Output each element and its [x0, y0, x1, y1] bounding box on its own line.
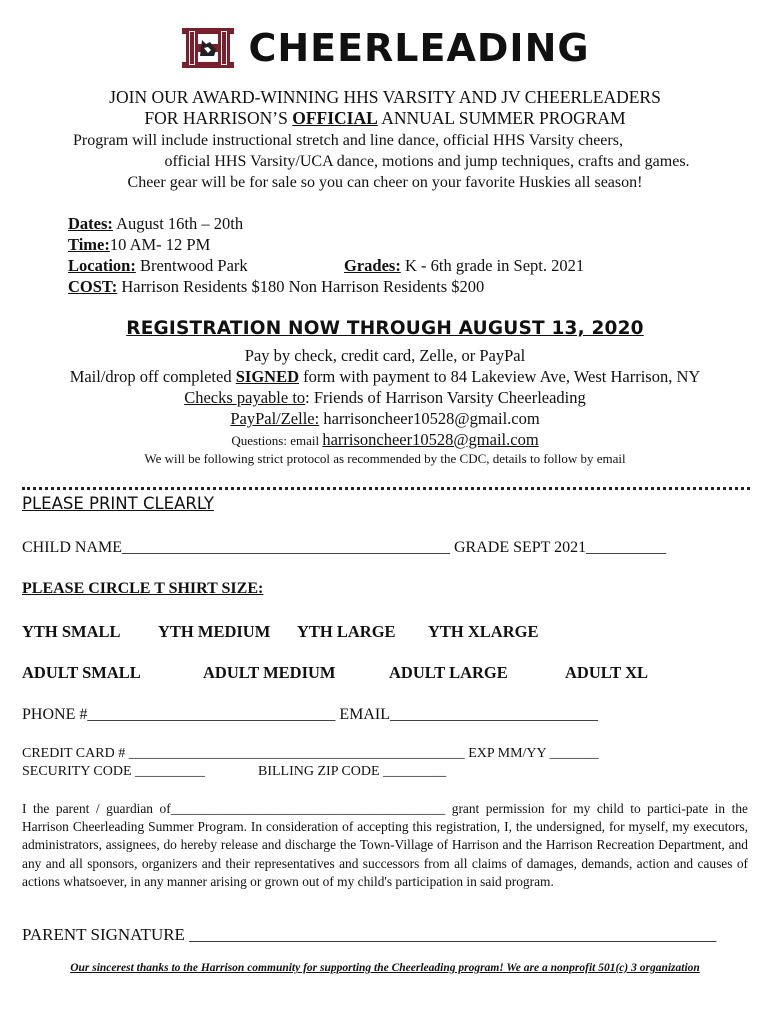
program-line-1: Program will include instructional stretch and line dance, official HHS Varsity cheers, [73, 132, 623, 149]
time-label: Time: [68, 235, 110, 254]
event-details [68, 213, 585, 297]
parent-signature-field[interactable]: PARENT SIGNATURE ______________________________________________________________ [22, 925, 717, 944]
page-title: CHEERLEADING [248, 26, 590, 70]
cdc-note: We will be following strict protocol as recommended by the CDC, details to follow by email [144, 451, 626, 466]
mail-instructions [0, 366, 770, 387]
dotted-divider [22, 487, 750, 490]
size-adult-small[interactable]: ADULT SMALL [22, 663, 141, 682]
header [0, 26, 770, 70]
security-code-field[interactable]: SECURITY CODE __________ [22, 764, 206, 779]
signed-emphasis: SIGNED [235, 367, 299, 386]
size-adult-large[interactable]: ADULT LARGE [389, 663, 508, 682]
paypal-value: harrisoncheer10528@gmail.com [319, 409, 540, 428]
child-name-field[interactable]: CHILD NAME_________________________________________ GRADE SEPT 2021__________ [22, 539, 667, 556]
intro-line-1: JOIN OUR AWARD-WINNING HHS VARSITY AND JV CHEERLEADERS [109, 87, 661, 107]
program-line-2: official HHS Varsity/UCA dance, motions and jump techniques, crafts and games. [164, 153, 690, 170]
checks-payable [0, 387, 770, 408]
dates-value: August 16th – 20th [112, 214, 244, 233]
size-yth-medium[interactable]: YTH MEDIUM [158, 622, 271, 641]
intro-line-2-post: ANNUAL SUMMER PROGRAM [377, 108, 626, 128]
grades [344, 255, 584, 276]
location-label: Location: [68, 256, 136, 275]
registration-title: REGISTRATION NOW THROUGH AUGUST 13, 2020 [126, 318, 644, 339]
official-emphasis: OFFICIAL [292, 108, 378, 128]
paypal-zelle [0, 408, 770, 429]
shirt-size-heading: PLEASE CIRCLE T SHIRT SIZE: [22, 580, 264, 597]
pay-methods: Pay by check, credit card, Zelle, or PayPal [244, 346, 526, 365]
cost-label: COST: [68, 277, 118, 296]
paypal-label: PayPal/Zelle: [230, 409, 320, 428]
dates-row [68, 213, 484, 234]
cost-value: Harrison Residents $180 Non Harrison Residents $200 [117, 277, 485, 296]
size-yth-xlarge[interactable]: YTH XLARGE [428, 622, 539, 641]
grades-value: K - 6th grade in Sept. 2021 [400, 256, 585, 275]
cost-row [68, 276, 484, 297]
mail-post: form with payment to 84 Lakeview Ave, West Harrison, NY [299, 367, 701, 386]
grades-label: Grades: [344, 256, 401, 275]
intro-line-2 [0, 108, 770, 128]
location-row [68, 255, 585, 276]
credit-card-field[interactable]: CREDIT CARD # ________________________________________________ EXP MM/YY _______ [22, 746, 599, 761]
size-adult-medium[interactable]: ADULT MEDIUM [203, 663, 336, 682]
checks-value: : Friends of Harrison Varsity Cheerleading [305, 388, 586, 407]
footer-thanks: Our sincerest thanks to the Harrison community for supporting the Cheerleading program! We are a nonprofit 501(c) 3 organization [70, 962, 700, 974]
size-adult-xl[interactable]: ADULT XL [565, 663, 648, 682]
harrison-h-logo [180, 26, 236, 70]
size-yth-large[interactable]: YTH LARGE [297, 622, 396, 641]
intro-line-2-pre: FOR HARRISON’S [144, 108, 293, 128]
dates-label: Dates: [68, 214, 113, 233]
phone-email-field[interactable]: PHONE #_______________________________ EMAIL__________________________ [22, 706, 598, 723]
questions-line [0, 429, 770, 451]
program-line-3: Cheer gear will be for sale so you can cheer on your favorite Huskies all season! [127, 174, 643, 191]
mail-pre: Mail/drop off completed [69, 367, 236, 386]
questions-email-link[interactable]: harrisoncheer10528@gmail.com [322, 430, 539, 449]
time-value: 10 AM- 12 PM [109, 235, 211, 254]
checks-label: Checks payable to [184, 388, 306, 407]
print-clearly-heading: PLEASE PRINT CLEARLY [22, 494, 214, 513]
release-waiver: I the parent / guardian of_________________________________________ grant permission for my child to partici-pate in the Harrison Cheerleading Summer Program. In consideration of accepting this registration, I, the undersigned, for myself, my executors, administrators, assignees, do hereby release and discharge the Town-Village of Harrison and the Harrison Recreation Department, and any and all sponsors, organizers and their representatives and successors from all claims of damages, demands, action and causes of actions whatsoever, in any manner arising or grown out of my child's participation in said program. [22, 801, 748, 889]
time-row [68, 234, 484, 255]
size-yth-small[interactable]: YTH SMALL [22, 622, 121, 641]
location-value: Brentwood Park [135, 256, 248, 275]
questions-label: Questions: email [231, 433, 323, 448]
billing-zip-field[interactable]: BILLING ZIP CODE _________ [258, 764, 447, 779]
